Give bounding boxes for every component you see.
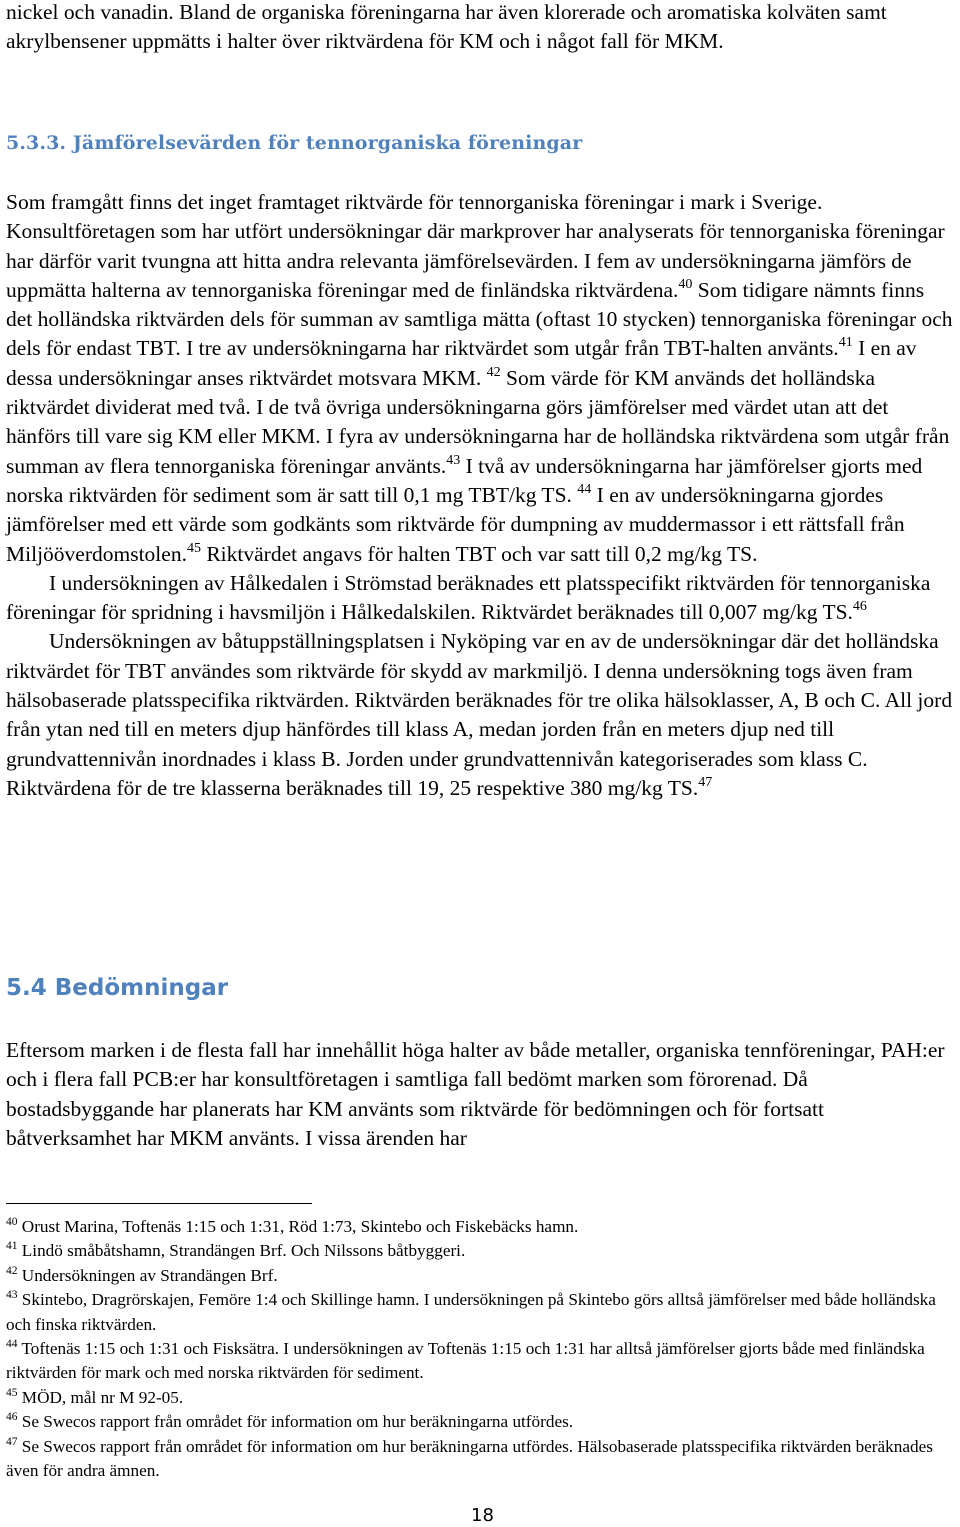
paragraph: Eftersom marken i de flesta fall har innehållit höga halter av både metaller, organiska tennföreningar, PAH:er och i flera fall PCB:er har konsultföretagen i samtliga fall bedömt marken som förorenad. Då bostadsbyggande har planerats har KM använts som riktvärde för bedömningen och för fortsatt båtverksamhet har MKM använts. I vissa ärenden har xyxy=(6,1038,945,1150)
text-run: Som framgått finns det inget framtaget riktvärde för tennorganiska föreningar i mark i Sverige. Konsultföretagen som har utfört undersökningar där markprover har analyserats för tennorganiska föreningar har därför varit tvungna att hitta andra relevanta jämförelsevärden. I fem av undersökningarna jämförs de uppmätta halterna av tennorganiska föreningar med de finländska riktvärdena. xyxy=(6,190,945,302)
footnote-number: 42 xyxy=(6,1264,18,1277)
footnote-number: 46 xyxy=(6,1411,18,1424)
footnote-ref[interactable]: 42 xyxy=(486,364,501,380)
footnote-text: Se Swecos rapport från området för information om hur beräkningarna utfördes. Hälsobaserade platsspecifika riktvärden beräknades även för andra ämnen. xyxy=(6,1436,933,1481)
footnote-text: Undersökningen av Strandängen Brf. xyxy=(17,1265,278,1285)
footnote-ref[interactable]: 43 xyxy=(446,452,461,468)
text-run: I två av undersökningarna har jämförelser gjorts med norska riktvärden för sediment som är satt till 0,1 mg TBT/kg TS. xyxy=(6,453,923,507)
document-page xyxy=(6,0,954,1527)
paragraph xyxy=(6,188,954,569)
text-run: I en av undersökningarna gjordes jämförelser med ett värde som godkänts som riktvärde för dumpning av muddermassor i ett rättsfall från Miljööverdomstolen. xyxy=(6,482,905,566)
footnote-text: Toftenäs 1:15 och 1:31 och Fisksätra. I undersökningen av Toftenäs 1:15 och 1:31 har alltså jämförelser gjorts både med finländska riktvärden för mark och med norska riktvärden för sediment. xyxy=(6,1339,925,1383)
text-run: Riktvärdet angavs för halten TBT och var satt till 0,2 mg/kg TS. xyxy=(200,541,758,566)
footnote-text: Se Swecos rapport från området för information om hur beräkningarna utfördes. xyxy=(17,1412,574,1432)
footnote-text: Orust Marina, Toftenäs 1:15 och 1:31, Röd 1:73, Skintebo och Fiskebäcks hamn. xyxy=(17,1217,579,1236)
footnote xyxy=(6,1264,960,1288)
paragraph xyxy=(6,627,954,803)
page-number: 18 xyxy=(471,1505,494,1526)
footnote-text: MÖD, mål nr M 92-05. xyxy=(17,1387,184,1407)
section-5-3-3-body xyxy=(6,188,954,803)
footnote-number: 40 xyxy=(6,1216,18,1228)
section-heading-5-4 xyxy=(6,975,228,1001)
text-run: I undersökningen av Hålkedalen i Strömstad beräknades ett platsspecifikt riktvärden för tennorganiska föreningar för spridning i havsmiljön i Hålkedalskilen. Riktvärdet beräknades till 0,007 mg/kg TS. xyxy=(6,570,931,625)
footnote-number: 47 xyxy=(6,1435,18,1448)
footnote xyxy=(6,1337,960,1386)
footnote-ref[interactable]: 41 xyxy=(838,335,853,351)
footnote-text: Skintebo, Dragrörskajen, Femöre 1:4 och Skillinge hamn. I undersökningen på Skintebo görs alltså jämförelser med både holländska och finska riktvärden. xyxy=(6,1290,936,1334)
footnote xyxy=(6,1215,960,1239)
footnote-ref[interactable]: 45 xyxy=(186,540,201,556)
section-heading-5-3-3 xyxy=(6,132,582,154)
footnote xyxy=(6,1435,960,1484)
footnote xyxy=(6,1386,960,1410)
footnote-ref[interactable]: 40 xyxy=(678,276,693,292)
section-title: Jämförelsevärden för tennorganiska föreningar xyxy=(72,132,583,154)
footnotes xyxy=(6,1215,960,1483)
footnote xyxy=(6,1288,960,1337)
text-run: Som tidigare nämnts finns det holländska riktvärden dels för summan av samtliga mätta (oftast 10 stycken) tennorganiska föreningar och dels för endast TBT. I tre av undersökningarna har riktvärdet som utgår från TBT-halten använts. xyxy=(6,277,953,361)
paragraph-continued: nickel och vanadin. Bland de organiska föreningarna har även klorerade och aromatiska kolväten samt akrylbensener uppmätts i halter över riktvärdena för KM och i något fall för MKM. xyxy=(6,0,887,54)
text-run: Som värde för KM används det holländska riktvärdet dividerat med två. I de två övriga undersökningarna görs jämförelser med värdet utan att det hänförs till vare sig KM eller MKM. I fyra av undersökningarna har de holländska riktvärdena som utgår från summan av flera tennorganiska föreningar använts. xyxy=(6,365,950,478)
footnote xyxy=(6,1410,960,1434)
footnote-separator xyxy=(6,1203,312,1204)
section-number: 5.4 xyxy=(6,975,47,1001)
footnote-number: 45 xyxy=(6,1386,18,1399)
footnote-ref[interactable]: 44 xyxy=(577,481,592,497)
footnote-number: 44 xyxy=(6,1338,18,1351)
footnote-text: Lindö småbåtshamn, Strandängen Brf. Och Nilssons båtbyggeri. xyxy=(17,1241,466,1261)
footnote-ref[interactable]: 47 xyxy=(698,774,713,790)
paragraph xyxy=(6,569,954,628)
section-title: Bedömningar xyxy=(54,975,229,1001)
footnote xyxy=(6,1239,960,1263)
text-run: Undersökningen av båtuppställningsplatsen i Nyköping var en av de undersökningar där det holländska riktvärdet för TBT användes som riktvärde för skydd av markmiljö. I denna undersökning togs även fram hälsobaserade platsspecifika riktvärden. Riktvärden beräknades för tre olika hälsoklasser, A, B och C. All jord från ytan ned till en meters djup hänfördes till klass A, medan jorden från en meters djup ned till grundvattennivån inordnades i klass B. Jorden under grundvattennivån kategoriserades som klass C. Riktvärdena för de tre klasserna beräknades till 19, 25 respektive 380 mg/kg TS. xyxy=(6,629,953,800)
footnote-ref[interactable]: 46 xyxy=(852,599,867,615)
footnote-number: 43 xyxy=(6,1289,18,1302)
section-number: 5.3.3. xyxy=(6,132,67,154)
footnote-number: 41 xyxy=(6,1240,18,1253)
text-run: I en av dessa undersökningar anses riktvärdet motsvara MKM. xyxy=(6,336,917,390)
